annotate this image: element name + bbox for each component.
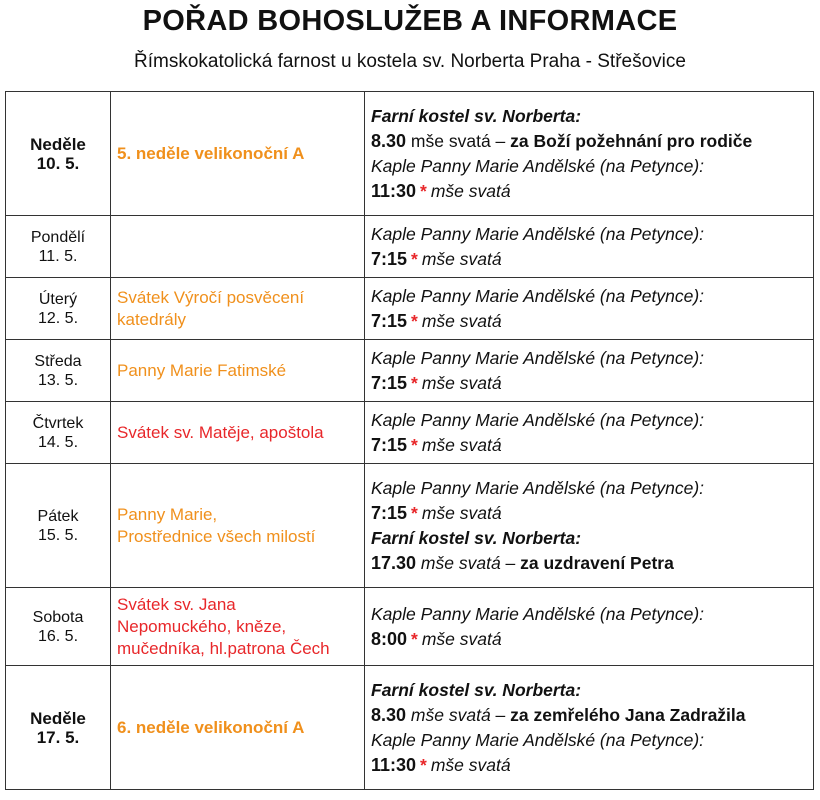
feast-line: Svátek sv. Matěje, apoštola: [117, 422, 324, 442]
feast-line: Svátek Výročí posvěcení: [117, 287, 305, 307]
service-time: 7:15: [371, 434, 408, 455]
service-line: [371, 703, 813, 728]
feast-line: Nepomuckého, kněze,: [117, 616, 287, 636]
service-line: [371, 433, 813, 458]
service-type: mše svatá: [421, 372, 502, 393]
feast-cell: [111, 464, 365, 588]
feast-cell: [111, 278, 365, 340]
service-time: 8.30: [371, 130, 407, 151]
service-line: [371, 129, 813, 154]
asterisk-icon: *: [420, 754, 427, 775]
service-line: [371, 247, 813, 272]
services-cell: [365, 464, 814, 588]
asterisk-icon: *: [411, 628, 418, 649]
day-cell: [6, 340, 111, 402]
service-type: mše svatá: [421, 628, 502, 649]
day-cell: [6, 92, 111, 216]
service-location: Kaple Panny Marie Andělské (na Petynce):: [371, 603, 705, 624]
service-intention: za zemřelého Jana Zadražila: [510, 704, 746, 725]
day-date: 16. 5.: [37, 627, 79, 645]
day-date: 14. 5.: [37, 433, 79, 451]
feast-cell: [111, 588, 365, 666]
feast-line: 5. neděle velikonoční A: [117, 143, 305, 163]
day-name: Středa: [34, 352, 82, 370]
service-location: Kaple Panny Marie Andělské (na Petynce):: [371, 223, 705, 244]
services-cell: [365, 588, 814, 666]
schedule-row: [6, 588, 814, 666]
day-name: Pondělí: [30, 228, 86, 246]
services-cell: [365, 666, 814, 790]
schedule-table: [5, 91, 814, 790]
feast-cell: [111, 216, 365, 278]
day-name: Neděle: [30, 134, 86, 154]
page-title: POŘAD BOHOSLUŽEB A INFORMACE: [142, 5, 678, 37]
service-line: [371, 627, 813, 652]
service-time: 8:00: [371, 628, 408, 649]
day-cell: [6, 216, 111, 278]
service-type: mše svatá: [410, 704, 491, 725]
schedule-body: [6, 92, 814, 790]
service-type: mše svatá: [430, 754, 511, 775]
asterisk-icon: *: [411, 502, 418, 523]
feast-cell: [111, 666, 365, 790]
schedule-row: [6, 340, 814, 402]
service-type: mše svatá: [410, 130, 491, 151]
service-type: mše svatá: [421, 310, 502, 331]
day-date: 17. 5.: [36, 727, 80, 747]
day-date: 15. 5.: [37, 526, 79, 544]
service-time: 7:15: [371, 372, 408, 393]
feast-cell: [111, 402, 365, 464]
day-date: 10. 5.: [36, 153, 80, 173]
day-name: Pátek: [37, 507, 79, 525]
asterisk-icon: *: [411, 310, 418, 331]
day-name: Čtvrtek: [32, 414, 84, 432]
day-date: 11. 5.: [38, 247, 78, 265]
service-separator: –: [500, 552, 521, 573]
schedule-row: [6, 402, 814, 464]
day-cell: [6, 402, 111, 464]
day-cell: [6, 666, 111, 790]
service-time: 7:15: [371, 502, 408, 523]
day-name: Úterý: [38, 290, 78, 308]
service-location: Kaple Panny Marie Andělské (na Petynce):: [371, 347, 705, 368]
service-time: 7:15: [371, 310, 408, 331]
feast-line: Svátek sv. Jana: [117, 594, 236, 614]
service-line: [371, 551, 813, 576]
service-line: [371, 753, 813, 778]
feast-line: Panny Marie,: [117, 504, 218, 524]
schedule-row: [6, 278, 814, 340]
day-date: 13. 5.: [37, 371, 79, 389]
day-cell: [6, 464, 111, 588]
service-type: mše svatá: [430, 180, 511, 201]
service-line: [371, 179, 813, 204]
feast-line: Prostřednice všech milostí: [117, 526, 316, 546]
service-separator: –: [490, 130, 511, 151]
services-cell: [365, 340, 814, 402]
service-separator: –: [490, 704, 511, 725]
feast-cell: [111, 340, 365, 402]
service-time: 8.30: [371, 704, 407, 725]
day-cell: [6, 588, 111, 666]
service-location: Kaple Panny Marie Andělské (na Petynce):: [371, 729, 705, 750]
service-type: mše svatá: [421, 434, 502, 455]
service-type: mše svatá: [421, 502, 502, 523]
asterisk-icon: *: [411, 434, 418, 455]
feast-line: 6. neděle velikonoční A: [117, 717, 305, 737]
service-type: mše svatá: [420, 552, 501, 573]
asterisk-icon: *: [411, 248, 418, 269]
services-cell: [365, 402, 814, 464]
feast-cell: [111, 92, 365, 216]
schedule-row: [6, 666, 814, 790]
feast-line: Panny Marie Fatimské: [117, 360, 287, 380]
service-time: 11:30: [371, 754, 417, 775]
service-location: Kaple Panny Marie Andělské (na Petynce):: [371, 155, 705, 176]
service-location: Kaple Panny Marie Andělské (na Petynce):: [371, 285, 705, 306]
day-date: 12. 5.: [37, 309, 79, 327]
day-name: Neděle: [30, 708, 86, 728]
service-line: [371, 309, 813, 334]
asterisk-icon: *: [411, 372, 418, 393]
schedule-row: [6, 464, 814, 588]
service-line: [371, 501, 813, 526]
service-time: 17.30: [371, 552, 417, 573]
service-location: Farní kostel sv. Norberta:: [371, 679, 582, 700]
service-location: Farní kostel sv. Norberta:: [371, 105, 582, 126]
schedule-row: [6, 92, 814, 216]
service-time: 11:30: [371, 180, 417, 201]
service-intention: za uzdravení Petra: [520, 552, 674, 573]
service-location: Kaple Panny Marie Andělské (na Petynce):: [371, 477, 705, 498]
feast-line: katedrály: [117, 309, 186, 329]
service-time: 7:15: [371, 248, 408, 269]
service-line: [371, 371, 813, 396]
services-cell: [365, 92, 814, 216]
asterisk-icon: *: [420, 180, 427, 201]
day-cell: [6, 278, 111, 340]
services-cell: [365, 216, 814, 278]
schedule-row: [6, 216, 814, 278]
services-cell: [365, 278, 814, 340]
service-location: Farní kostel sv. Norberta:: [371, 527, 582, 548]
day-name: Sobota: [32, 608, 84, 626]
feast-line: mučedníka, hl.patrona Čech: [117, 638, 330, 658]
service-intention: za Boží požehnání pro rodiče: [510, 130, 753, 151]
service-type: mše svatá: [421, 248, 502, 269]
page-subtitle: Římskokatolická farnost u kostela sv. Norberta Praha - Střešovice: [134, 51, 686, 72]
service-location: Kaple Panny Marie Andělské (na Petynce):: [371, 409, 705, 430]
